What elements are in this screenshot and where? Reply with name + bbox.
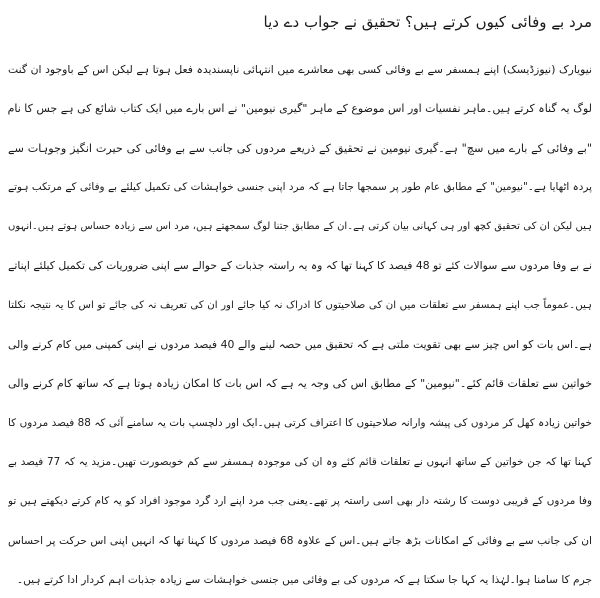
article-line: کہنا تھا کہ جن خواتین کے ساتھ انہوں نے تعلقات قائم کئے وہ ان کی موجودہ ہمسفر سے کم خوبصورت تھیں۔مزید یہ کہ 77 فیصد بے <box>8 455 592 468</box>
article-line: ہیں۔عموماً جب اپنے ہمسفر سے تعلقات میں ان کی صلاحیتوں کا ادراک نہ کیا جائے اور ان کی تعریف نہ کی جائے تو اس کا یہ نتیجہ نکلتا <box>8 299 592 311</box>
article-line: خواتین سے تعلقات قائم کئے۔"نیومین" کے مطابق اس کی وجہ یہ ہے کہ اس بات کا امکان زیادہ ہوتا ہے کہ ساتھ کام کرنے والی <box>8 377 592 391</box>
article-body <box>8 50 592 598</box>
article-line: خواتین زیادہ کھل کر مردوں کی پیشہ وارانہ صلاحیتوں کا اعتراف کرتی ہیں۔ایک اور دلچسپ بات یہ سامنے آئی کہ 88 فیصد مردوں کا <box>8 416 592 429</box>
article-line: جرم کا سامنا ہوا۔لہٰذا یہ کہا جا سکتا ہے کہ مردوں کی بے وفائی میں جنسی خواہشات سے زیادہ جذبات اہم کردار ادا کرتے ہیں۔ <box>16 573 592 586</box>
article-line: لوگ یہ گناہ کرتے ہیں۔ماہر نفسیات اور اس موضوع کے ماہر "گیری نیومین" نے اس بارے میں ایک کتاب شائع کی ہے جس کا نام <box>8 102 592 116</box>
article-line: وفا مردوں کے قریبی دوست کا رشتہ دار بھی اسی راستہ پر تھے۔یعنی جب مرد اپنے ارد گرد موجود افراد کو یہ کام کرتے دیکھتے ہیں تو <box>8 495 592 508</box>
article-line: پردہ اٹھایا ہے۔"نیومین" کے مطابق عام طور پر سمجھا جاتا ہے کہ مرد اپنی جنسی خواہشات کی تکمیل کیلئے بے وفائی کے مرتکب ہوتے <box>8 180 592 193</box>
article-line: نے بے وفا مردوں سے سوالات کئے تو 48 فیصد کا کہنا تھا کہ وہ یہ راستہ جذبات کے حوالے سے اپنی ضروریات کی تکمیل کیلئے اپناتے <box>8 259 592 273</box>
article-line: "بے وفائی کے بارے میں سچ" ہے۔گیری نیومین نے تحقیق کے ذریعے مردوں کی جانب سے بے وفائی کی حیرت انگیز وجوہات سے <box>8 141 592 155</box>
article-line: ہیں لیکن ان کی تحقیق کچھ اور ہی کہانی بیان کرتی ہے۔ان کے مطابق جتنا لوگ سمجھتے ہیں، مرد اس سے زیادہ حساس ہوتے ہیں۔انہوں <box>8 221 592 233</box>
article-line: نیویارک (نیوزڈیسک) اپنے ہمسفر سے بے وفائی کسی بھی معاشرے میں انتہائی ناپسندیدہ فعل ہوتا ہے لیکن اس کے باوجود ان گنت <box>8 63 592 76</box>
article-line: ان کی جانب سے بے وفائی کے امکانات بڑھ جاتے ہیں۔اس کے علاوہ 68 فیصد مردوں کا کہنا تھا کہ انہیں اپنی اس حرکت پر احساس <box>8 534 592 547</box>
article-line: ہے۔اس بات کو اس چیز سے بھی تقویت ملتی ہے کہ تحقیق میں حصہ لینے والے 40 فیصد مردوں نے اپنی کمپنی میں کام کرنے والی <box>8 338 592 352</box>
article-title: مرد بے وفائی کیوں کرتے ہیں؟ تحقیق نے جواب دے دیا <box>263 13 592 31</box>
